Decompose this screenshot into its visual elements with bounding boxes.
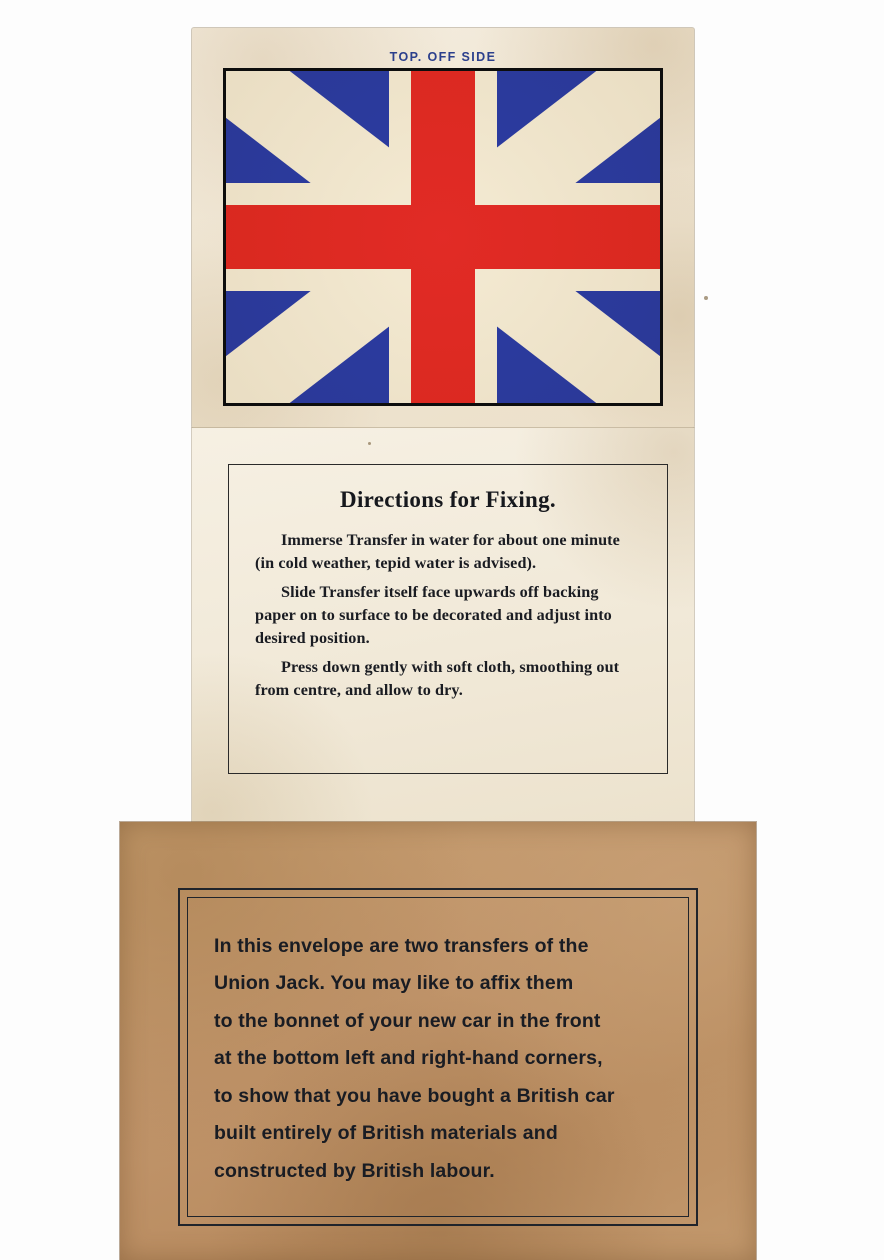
envelope-text-line: built entirely of British materials and: [214, 1122, 558, 1145]
envelope-text-block: [214, 928, 662, 1190]
envelope-text-line: to show that you have bought a British car: [214, 1084, 615, 1107]
directions-card: [192, 428, 694, 828]
envelope-text-line: In this envelope are two transfers of the: [214, 935, 589, 957]
dust-speck: [368, 442, 371, 445]
directions-paragraph: Press down gently with soft cloth, smoothing out from centre, and allow to dry.: [255, 658, 620, 699]
envelope-text-line: to the bonnet of your new car in the front: [214, 1009, 601, 1032]
directions-paragraph: Slide Transfer itself face upwards off backing paper on to surface to be decorated and adjust into desired position.: [255, 583, 612, 647]
directions-paragraph: Immerse Transfer in water for about one minute (in cold weather, tepid water is advised).: [255, 531, 620, 572]
union-jack-flag: [223, 68, 663, 406]
cross-red-vertical: [411, 71, 475, 403]
envelope-text-line: Union Jack. You may like to affix them: [214, 972, 574, 995]
flag-transfer-card: [192, 28, 694, 428]
envelope-border-inner: [187, 897, 689, 1217]
envelope-text-line: at the bottom left and right-hand corners,: [214, 1047, 603, 1070]
directions-frame: [228, 464, 668, 774]
dust-speck: [704, 296, 708, 300]
brown-envelope: [120, 822, 756, 1260]
top-off-side-label: TOP. OFF SIDE: [389, 50, 497, 64]
envelope-border-outer: [178, 888, 698, 1226]
envelope-text-line: constructed by British labour.: [214, 1159, 495, 1182]
flag-field: [226, 71, 660, 403]
directions-title: Directions for Fixing.: [340, 487, 556, 512]
